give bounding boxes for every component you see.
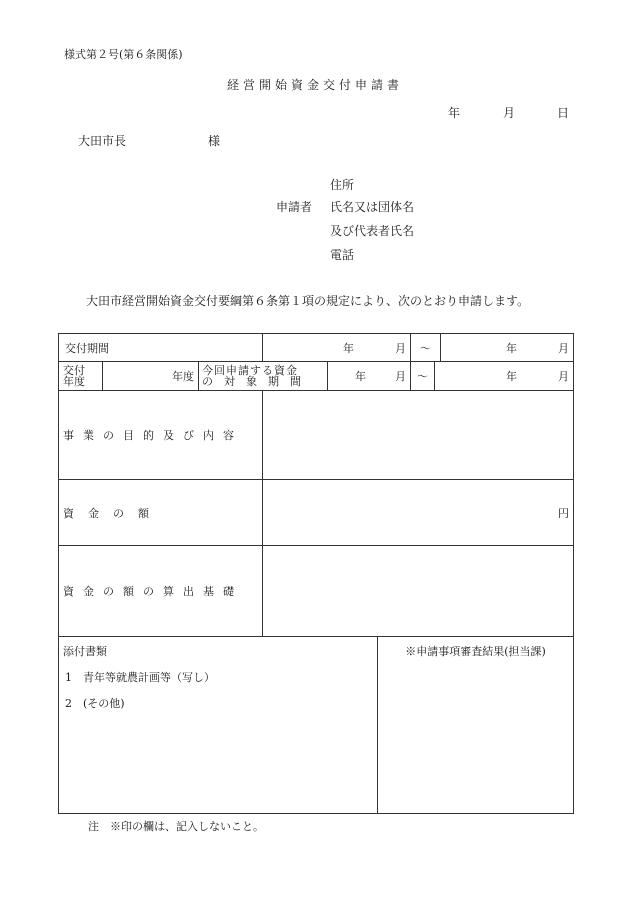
amount-value-cell[interactable] (263, 480, 574, 546)
amount-row (59, 480, 574, 546)
application-statement: 大田市経営開始資金交付要綱第６条第１項の規定により、次のとおり申請します。 (86, 294, 530, 308)
amount-yen-unit: 円 (558, 506, 569, 520)
target-start-year: 年 (355, 370, 366, 383)
target-start-cell[interactable] (328, 362, 411, 391)
fiscal-year-label-1: 交付 (63, 364, 85, 377)
attachments-row (59, 637, 574, 814)
period-tilde: ～ (420, 341, 431, 355)
form-number: 様式第２号(第６条関係) (64, 48, 183, 61)
attachments-cell (59, 637, 378, 814)
period-label-text: 交付期間 (65, 341, 109, 355)
period-end-month: 月 (558, 341, 569, 355)
date-day: 日 (557, 106, 570, 120)
fiscal-year-unit: 年度 (172, 370, 194, 383)
period-end-cell[interactable] (441, 334, 574, 362)
basis-label-cell (59, 546, 263, 637)
target-tilde-cell (411, 362, 435, 391)
addressee: 大田市長 (78, 134, 127, 148)
period-start-cell[interactable] (263, 334, 411, 362)
target-period-label-cell (199, 362, 328, 391)
purpose-row (59, 391, 574, 480)
fiscal-year-label-2: 年度 (63, 375, 85, 388)
applicant-address-label: 住所 (330, 178, 355, 192)
honorific: 様 (208, 134, 221, 148)
attachment-item-1: 1 青年等就農計画等（写し） (65, 671, 215, 684)
period-label (63, 340, 258, 356)
fiscal-year-value-cell[interactable] (103, 362, 199, 391)
amount-label: 資金の額 (63, 506, 163, 520)
review-label: ※申請事項審査結果(担当課) (405, 645, 546, 658)
target-tilde: ～ (417, 370, 428, 383)
target-period-label-1: 今回申請する資金 (202, 364, 298, 377)
basis-label: 資金の額の算出基礎 (63, 585, 243, 598)
applicant-phone-label: 電話 (330, 248, 355, 262)
period-end-year: 年 (506, 341, 517, 355)
target-end-month: 月 (558, 370, 569, 383)
purpose-label: 事業の目的及び内容 (63, 429, 243, 442)
fiscal-year-row (59, 362, 574, 391)
target-end-cell[interactable] (435, 362, 574, 391)
target-end-year: 年 (506, 370, 517, 383)
attachment-item-2: 2 (その他) (65, 697, 125, 710)
applicant-representative-label: 及び代表者氏名 (330, 224, 415, 238)
period-label-cell (59, 334, 263, 362)
period-start-year: 年 (343, 341, 354, 355)
applicant-name-label: 氏名又は団体名 (330, 200, 415, 214)
purpose-value-cell[interactable] (263, 391, 574, 480)
date-month: 月 (503, 106, 516, 120)
target-start-month: 月 (395, 370, 406, 383)
period-start-month: 月 (395, 341, 406, 355)
target-period-label-2: の対象期間 (202, 375, 312, 388)
document-title: 経営開始資金交付申請書 (226, 78, 403, 92)
footer-note: 注 ※印の欄は、記入しないこと。 (88, 820, 264, 833)
basis-row (59, 546, 574, 637)
basis-value-cell[interactable] (263, 546, 574, 637)
date-year: 年 (448, 106, 461, 120)
review-cell (378, 637, 574, 814)
period-tilde-cell (411, 334, 441, 362)
amount-label-cell (59, 480, 263, 546)
fiscal-year-label-cell (59, 362, 103, 391)
applicant-label: 申請者 (276, 200, 313, 214)
purpose-label-cell (59, 391, 263, 480)
application-form-table (58, 333, 574, 814)
period-row (59, 334, 574, 362)
attachments-label: 添付書類 (63, 645, 107, 658)
